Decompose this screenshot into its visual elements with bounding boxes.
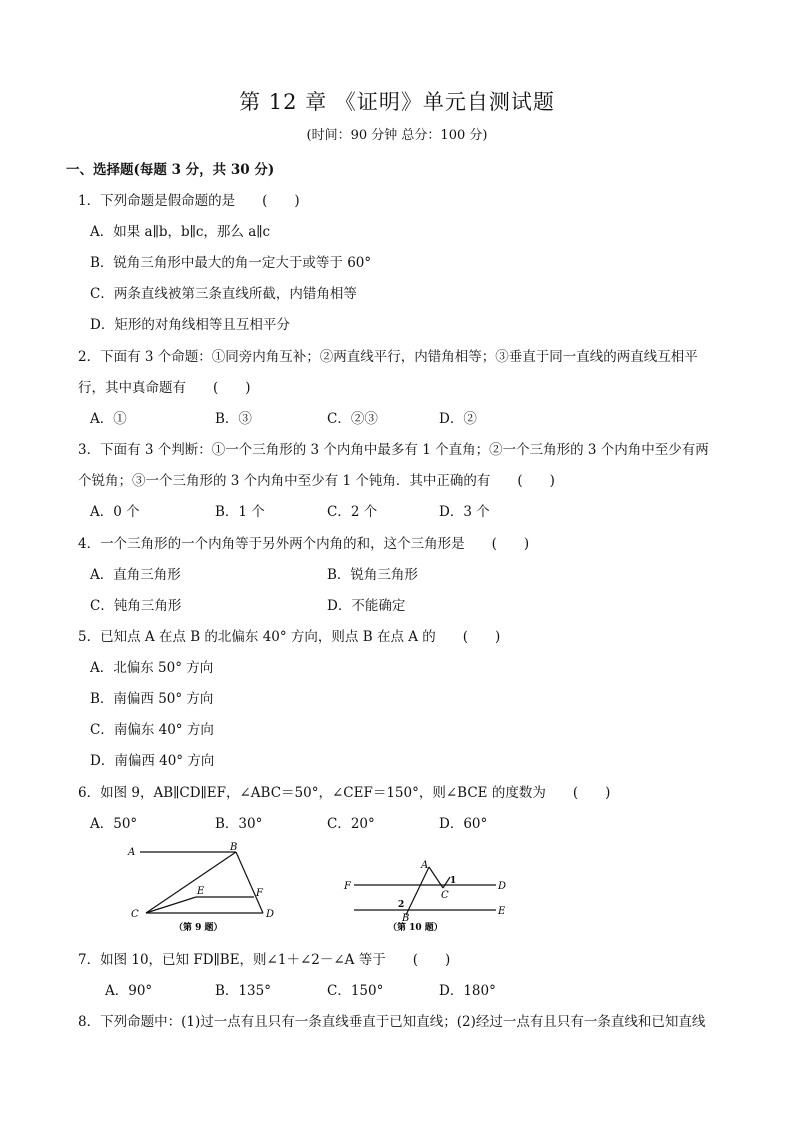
question-7-stem: 7．如图 10，已知 FD∥BE，则∠1＋∠2－∠A 等于 ( )	[78, 952, 451, 968]
question-2-stem-line2: 行，其中真命题有 ( )	[78, 380, 251, 396]
fig10-label-b: B	[402, 913, 410, 924]
question-5-stem: 5．已知点 A 在点 B 的北偏东 40° 方向，则点 B 在点 A 的 ( )	[78, 629, 501, 645]
question-2-option-b: B．③	[215, 411, 252, 427]
question-6-option-a: A．50°	[90, 816, 138, 832]
question-3-stem-line1: 3．下面有 3 个判断：①一个三角形的 3 个内角中最多有 1 个直角；②一个三角形的 3 个内角中至少有两	[78, 442, 709, 458]
question-4-option-a: A．直角三角形	[90, 567, 181, 583]
section-heading: 一、选择题(每题 3 分，共 30 分)	[66, 162, 275, 178]
question-6-option-d: D．60°	[439, 816, 488, 832]
question-2-option-c: C．②③	[327, 411, 378, 427]
question-5-option-a: A．北偏东 50° 方向	[90, 660, 214, 676]
question-6-stem: 6．如图 9，AB∥CD∥EF，∠ABC＝50°，∠CEF＝150°，则∠BCE 的度数为 ( )	[78, 785, 611, 801]
fig10-label-a: A	[421, 860, 429, 871]
question-1-option-b: B．锐角三角形中最大的角一定大于或等于 60°	[90, 255, 372, 271]
fig9-label-b: B	[230, 842, 238, 853]
question-1-stem: 1．下列命题是假命题的是 ( )	[78, 193, 300, 209]
question-8-stem-line1: 8．下列命题中：(1)过一点有且只有一条直线垂直于已知直线；(2)经过一点有且只有一条直线和已知直线	[78, 1014, 706, 1030]
question-3-option-c: C．2 个	[327, 504, 378, 520]
fig10-label-d: D	[498, 881, 507, 892]
page-title: 第 12 章 《证明》单元自测试题	[239, 90, 555, 114]
question-6-option-b: B．30°	[215, 816, 263, 832]
question-4-option-c: C．钝角三角形	[90, 598, 182, 614]
question-4-stem: 4．一个三角形的一个内角等于另外两个内角的和，这个三角形是 ( )	[78, 536, 530, 552]
question-1-option-c: C．两条直线被第三条直线所截，内错角相等	[90, 286, 357, 302]
question-7-option-c: C．150°	[327, 983, 384, 999]
question-2-option-d: D．②	[439, 411, 477, 427]
question-2-stem-line1: 2．下面有 3 个命题：①同旁内角互补；②两直线平行，内错角相等；③垂直于同一直线的两直线互相平	[78, 349, 698, 365]
question-2-option-a: A．①	[90, 411, 127, 427]
question-1-option-a: A．如果 a∥b，b∥c，那么 a∥c	[90, 224, 271, 240]
figure-9	[118, 840, 288, 940]
fig10-label-e: E	[498, 906, 506, 917]
fig10-label-f: F	[344, 881, 351, 892]
question-5-option-c: C．南偏东 40° 方向	[90, 722, 214, 738]
question-3-stem-line2: 个锐角；③一个三角形的 3 个内角中至少有 1 个钝角．其中正确的有 ( )	[78, 473, 555, 489]
question-4-option-b: B．锐角三角形	[327, 567, 418, 583]
fig9-caption: （第 9 题）	[174, 923, 223, 933]
question-1-option-d: D．矩形的对角线相等且互相平分	[90, 317, 290, 333]
question-3-option-b: B．1 个	[215, 504, 265, 520]
figure-10	[340, 855, 520, 940]
fig10-caption: （第 10 题）	[388, 923, 443, 933]
page-subtitle: (时间：90 分钟 总分：100 分)	[306, 128, 488, 143]
question-7-option-a: A．90°	[105, 983, 153, 999]
question-3-option-a: A．0 个	[90, 504, 140, 520]
question-5-option-b: B．南偏西 50° 方向	[90, 691, 214, 707]
question-4-option-d: D．不能确定	[327, 598, 406, 614]
fig9-label-f: F	[256, 888, 263, 899]
question-7-option-b: B．135°	[215, 983, 271, 999]
fig10-angle-2: 2	[398, 900, 405, 910]
fig10-angle-1: 1	[450, 876, 457, 886]
fig9-label-e: E	[197, 886, 205, 897]
question-5-option-d: D．南偏西 40° 方向	[90, 753, 215, 769]
question-3-option-d: D．3 个	[439, 504, 490, 520]
question-7-option-d: D．180°	[439, 983, 496, 999]
fig9-label-a: A	[128, 847, 136, 858]
question-6-option-c: C．20°	[327, 816, 375, 832]
fig9-label-d: D	[266, 909, 275, 920]
fig9-label-c: C	[131, 909, 139, 920]
fig10-label-c: C	[441, 890, 449, 901]
